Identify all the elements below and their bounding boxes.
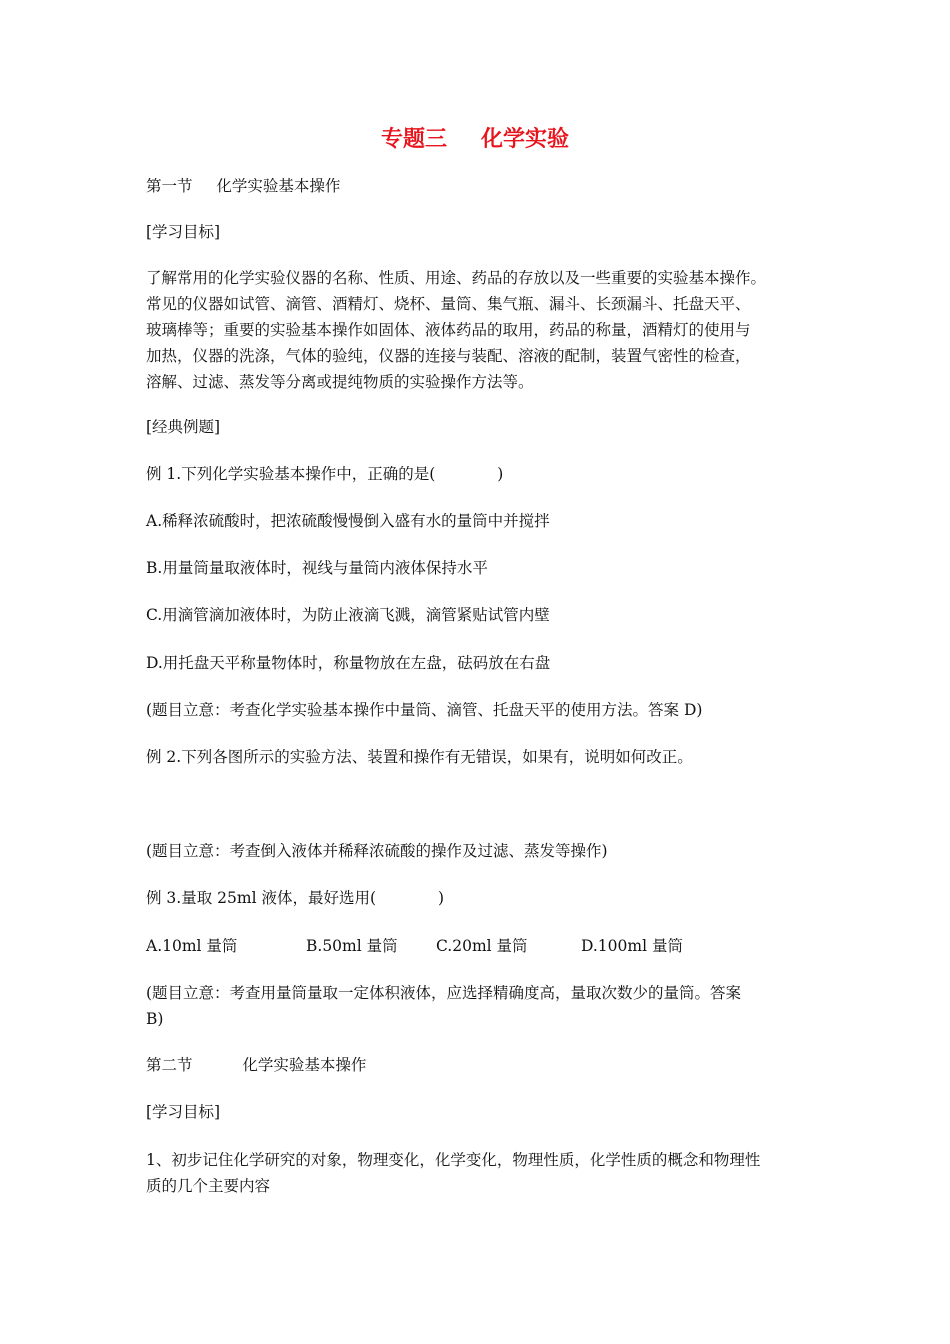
example1-question: 例 1.下列化学实验基本操作中，正确的是( ) <box>146 465 504 483</box>
example3-question: 例 3.量取 25ml 液体，最好选用( ) <box>146 889 445 907</box>
section1-number: 第一节 <box>146 177 193 195</box>
goals-line: 溶解、过滤、蒸发等分离或提纯物质的实验操作方法等。 <box>146 373 534 391</box>
example1-option-b: B.用量筒量取液体时，视线与量筒内液体保持水平 <box>146 559 488 577</box>
example3-options <box>146 933 812 959</box>
section2-title: 化学实验基本操作 <box>242 1056 367 1074</box>
example1-note: (题目立意：考查化学实验基本操作中量筒、滴管、托盘天平的使用方法。答案 D) <box>146 701 703 719</box>
example1-option-a: A.稀释浓硫酸时，把浓硫酸慢慢倒入盛有水的量筒中并搅拌 <box>146 512 550 530</box>
section1-goals-paragraph <box>146 265 812 395</box>
section2-goal1 <box>146 1147 812 1199</box>
example1-option-d: D.用托盘天平称量物体时，称量物放在左盘，砝码放在右盘 <box>146 654 551 672</box>
goals-line: 了解常用的化学实验仪器的名称、性质、用途、药品的存放以及一些重要的实验基本操作。 <box>146 269 767 287</box>
examples-label: [经典例题] <box>146 418 221 436</box>
example2-question: 例 2.下列各图所示的实验方法、装置和操作有无错误，如果有，说明如何改正。 <box>146 748 693 766</box>
example1-option-c: C.用滴管滴加液体时，为防止液滴飞溅，滴管紧贴试管内壁 <box>146 606 550 624</box>
goals-line: 加热，仪器的洗涤，气体的验纯，仪器的连接与装配、溶液的配制，装置气密性的检查， <box>146 347 751 365</box>
example3-note <box>146 980 812 1032</box>
title-topic: 专题三 <box>380 127 447 152</box>
goals-line: 玻璃棒等；重要的实验基本操作如固体、液体药品的取用，药品的称量，酒精灯的使用与 <box>146 321 751 339</box>
note-line: (题目立意：考查用量筒量取一定体积液体，应选择精确度高，量取次数少的量筒。答案 <box>146 984 742 1002</box>
goals-line: 常见的仪器如试管、滴管、酒精灯、烧杯、量筒、集气瓶、漏斗、长颈漏斗、托盘天平、 <box>146 295 751 313</box>
note-line: B) <box>146 1010 164 1028</box>
section1-goals-label: [学习目标] <box>146 223 221 241</box>
page-title <box>0 122 950 153</box>
goal-line: 1、初步记住化学研究的对象，物理变化，化学变化，物理性质，化学性质的概念和物理性 <box>146 1151 761 1169</box>
section2-heading <box>146 1052 812 1078</box>
section2-number: 第二节 <box>146 1056 193 1074</box>
section1-heading <box>146 173 812 199</box>
example3-option-c: C.20ml 量筒 <box>436 937 528 955</box>
example3-option-d: D.100ml 量筒 <box>581 937 683 955</box>
example3-option-b: B.50ml 量筒 <box>306 937 398 955</box>
section2-goals-label: [学习目标] <box>146 1103 221 1121</box>
section1-title: 化学实验基本操作 <box>216 177 341 195</box>
example3-option-a: A.10ml 量筒 <box>146 937 238 955</box>
goal-line: 质的几个主要内容 <box>146 1177 271 1195</box>
example2-note: (题目立意：考查倒入液体并稀释浓硫酸的操作及过滤、蒸发等操作) <box>146 842 608 860</box>
title-subject: 化学实验 <box>481 127 570 152</box>
